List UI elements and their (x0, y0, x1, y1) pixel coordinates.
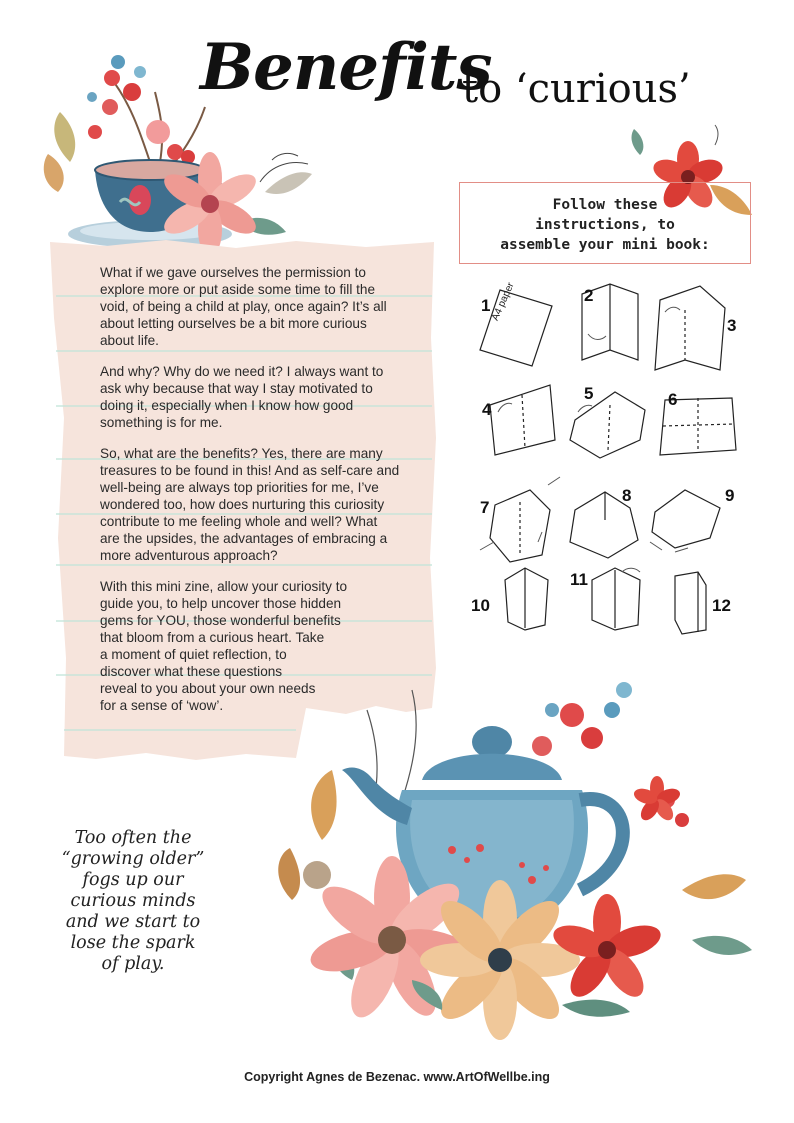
step-1-paper (480, 290, 552, 366)
step-number-11: 11 (570, 570, 588, 589)
step-12-book (675, 572, 706, 634)
paragraph-4-line: gems for YOU, those wonderful benefits (100, 613, 341, 628)
step-number-8: 8 (622, 486, 632, 505)
paragraph-4-line: that bloom from a curious heart. Take (100, 630, 325, 645)
step-1-paper-label: A4 paper (490, 280, 517, 323)
paragraph-1: What if we gave ourselves the permission to explore more or put aside some time to fill the void, of being a child at play, once again? It’s all about letting ourselves be a bit more curious about life. (100, 265, 387, 348)
instructions-line-2: instructions, to (535, 217, 675, 233)
title-script: Benefits (200, 30, 492, 105)
step-number-2: 2 (584, 286, 594, 305)
step-number-1: 1 (481, 296, 491, 315)
quote-line: of play. (101, 954, 165, 974)
step-number-7: 7 (480, 498, 490, 517)
quote-line: curious minds (70, 891, 196, 911)
paragraph-4-line: a moment of quiet reflection, to (100, 647, 287, 662)
step-9-fold (652, 490, 720, 548)
handwritten-quote (44, 828, 222, 975)
quote-line: Too often the (74, 828, 192, 848)
quote-line: and we start to (65, 912, 201, 932)
paragraph-2: And why? Why do we need it? I always want to ask why because that way I stay motivated to doing it, especially when I know how good something is for me. (100, 364, 384, 430)
step-11-fold (592, 568, 640, 630)
paragraph-4-line: guide you, to help uncover those hidden (100, 596, 342, 611)
paragraph-4-line: for a sense of ‘wow’. (100, 698, 224, 713)
title-rest: to ‘curious’ (462, 66, 691, 112)
quote-line: fogs up our (82, 870, 184, 890)
quote-line: lose the spark (70, 933, 196, 953)
step-3-fold (655, 286, 725, 370)
instructions-box (459, 182, 751, 264)
step-10-fold (505, 568, 548, 630)
teapot-floral-illustration (262, 650, 762, 1040)
instructions-line-1: Follow these (552, 197, 658, 213)
teacup-floral-illustration (40, 52, 320, 262)
paragraph-4-line: With this mini zine, allow your curiosity to (100, 579, 348, 594)
quote-line: “growing older” (61, 849, 205, 869)
paragraph-4-line: reveal to you about your own needs (100, 681, 316, 696)
copyright-footer: Copyright Agnes de Bezenac. www.ArtOfWellbe.ing (244, 1070, 550, 1084)
step-number-12: 12 (712, 596, 731, 615)
step-number-6: 6 (668, 390, 678, 409)
step-number-3: 3 (727, 316, 737, 335)
step-number-10: 10 (471, 596, 490, 615)
step-number-4: 4 (482, 400, 492, 419)
folding-steps-diagram (470, 280, 770, 630)
paragraph-4-line: discover what these questions (100, 664, 283, 679)
step-number-5: 5 (584, 384, 594, 403)
paragraph-3: So, what are the benefits? Yes, there are many treasures to be found in this! And as self-care and well-being are always top priorities for me, I’ve wondered too, how does nurturing this curiosity contribute to me feeling whole and well? What are the upsides, the advantages of embracing a more adventurous approach? (100, 446, 400, 563)
step-number-9: 9 (725, 486, 735, 505)
instructions-line-3: assemble your mini book: (500, 237, 710, 253)
